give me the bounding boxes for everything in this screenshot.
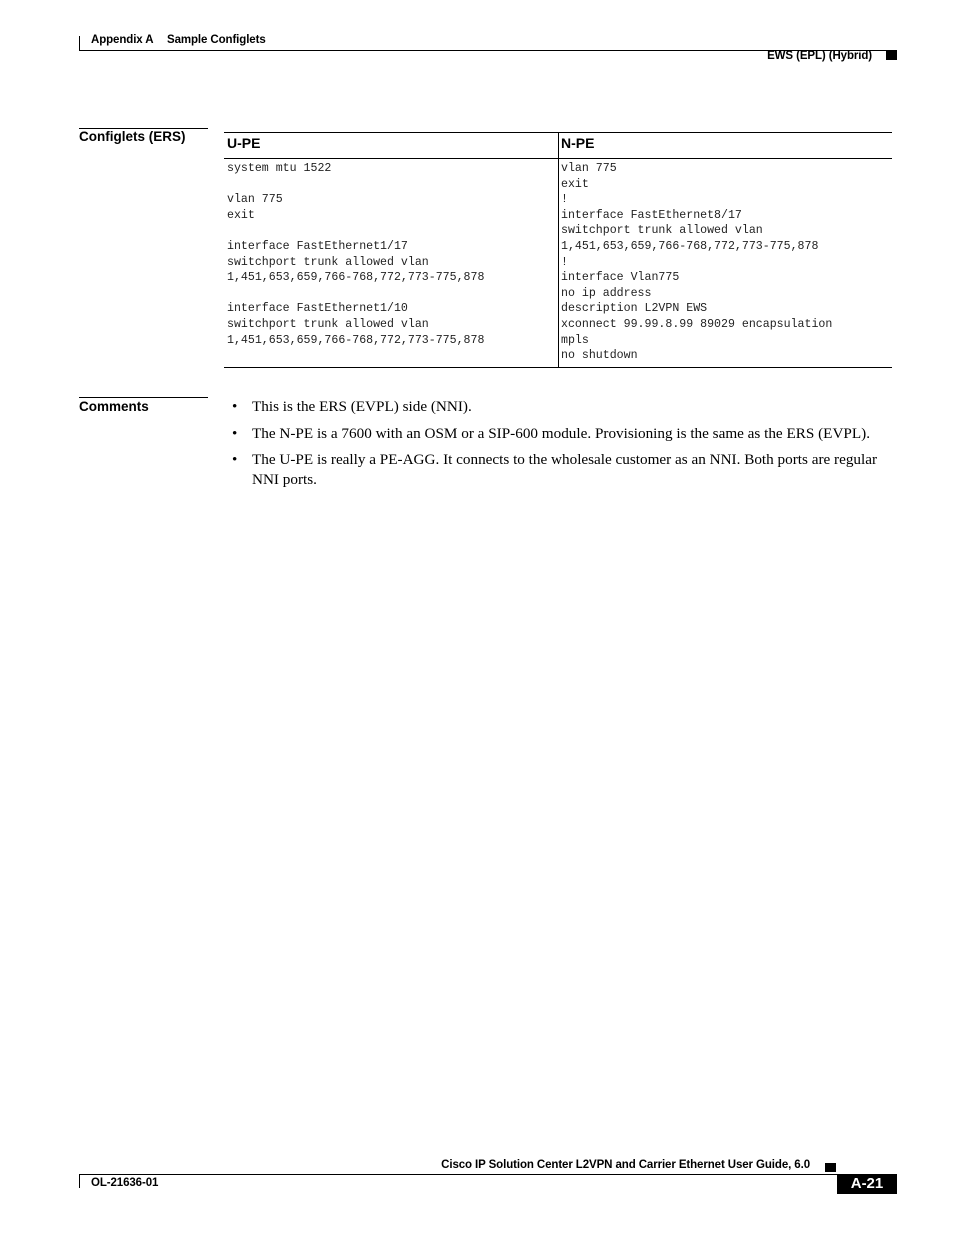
upe-configlet-code: system mtu 1522 vlan 775 exit interface FastEthernet1/17 switchport trunk allowed vlan 1,451,653,659,766-768,772,773-775,878 interface FastEthernet1/10 switchport trunk allowed vlan 1,451,653,659,766-768,772,773-775,878 (227, 162, 485, 347)
comment-text: The U-PE is really a PE-AGG. It connects to the wholesale customer as an NNI. Both ports are regular NNI ports. (252, 451, 878, 488)
list-item (228, 450, 882, 489)
comment-text: The N-PE is a 7600 with an OSM or a SIP-600 module. Provisioning is the same as the ERS (EVPL). (252, 424, 871, 442)
table-header-upe: U-PE (227, 135, 261, 151)
configlets-heading: Configlets (ERS) (79, 129, 186, 144)
comments-list (228, 397, 903, 496)
footer-doc-id: OL-21636-01 (91, 1177, 159, 1189)
header-topic: EWS (EPL) (Hybrid) (767, 50, 872, 62)
footer-guide-title: Cisco IP Solution Center L2VPN and Carrier Ethernet User Guide, 6.0 (441, 1159, 810, 1171)
comments-heading: Comments (79, 399, 149, 414)
list-item (228, 397, 903, 417)
page-number-badge (837, 1174, 897, 1194)
table-column-divider (558, 132, 559, 368)
header-marker-block (886, 51, 897, 60)
table-bottom-rule (224, 367, 892, 368)
bullet-icon: • (232, 424, 238, 442)
footer-rule (79, 1174, 897, 1175)
header-section: Sample Configlets (167, 34, 266, 46)
table-header-npe: N-PE (561, 135, 595, 151)
footer-marker-block (825, 1163, 836, 1172)
header-left-rule (79, 36, 80, 51)
comment-text: This is the ERS (EVPL) side (NNI). (252, 398, 472, 415)
page-number: A-21 (850, 1175, 884, 1192)
bullet-icon: • (232, 451, 238, 468)
bullet-icon: • (232, 398, 238, 415)
npe-configlet-code: vlan 775 exit ! interface FastEthernet8/17 switchport trunk allowed vlan 1,451,653,659,766-768,772,773-775,878 ! interface Vlan775 no ip address description L2VPN EWS xconnect 99.99.8.99 89029 encapsulation mpls no shutdown (561, 162, 833, 363)
footer-left-rule (79, 1174, 80, 1188)
header-appendix: Appendix A (91, 34, 154, 46)
list-item (228, 424, 903, 444)
comments-heading-rule (79, 397, 208, 398)
